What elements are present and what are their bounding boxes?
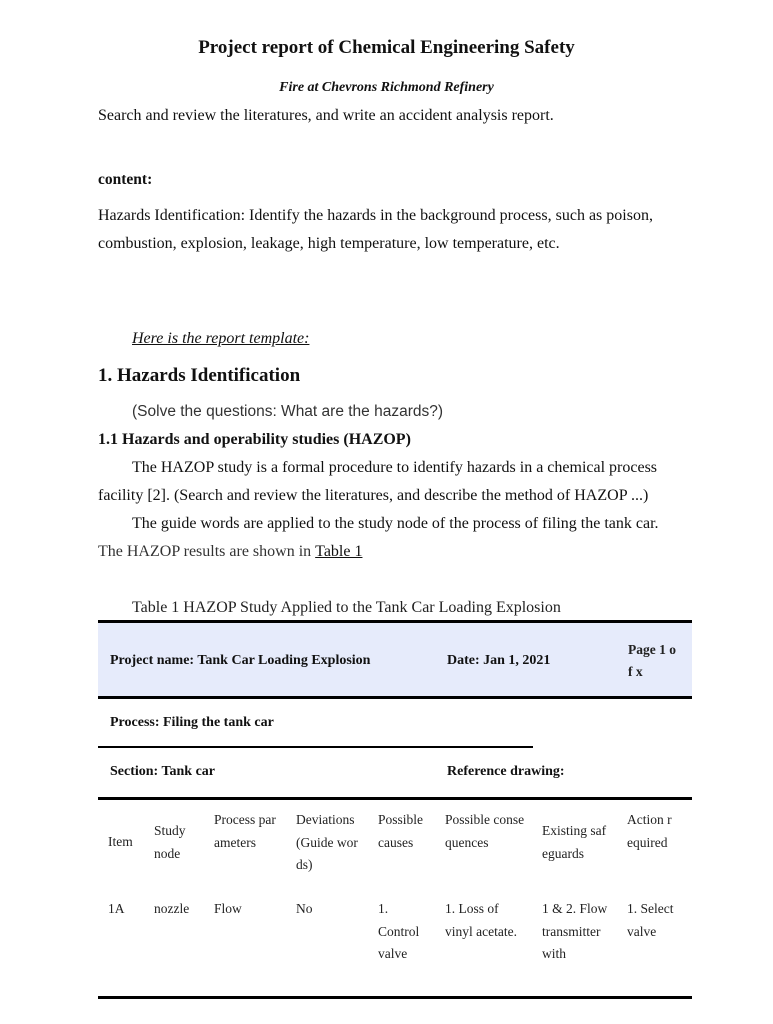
- cell-deviation: No: [296, 901, 313, 916]
- template-note: Here is the report template:: [132, 330, 310, 347]
- table-header-rule: [98, 696, 692, 699]
- section-1-1-heading: 1.1 Hazards and operability studies (HAZOP): [98, 431, 411, 448]
- cell-item: 1A: [108, 901, 125, 916]
- hazards-line-2: combustion, explosion, leakage, high temperature, low temperature, etc.: [98, 235, 560, 252]
- table-top-rule: [98, 620, 692, 623]
- table-section-rule: [98, 797, 692, 800]
- column-header-deviations: Deviations (Guide words): [296, 812, 358, 872]
- column-header-study-node: Study node: [154, 823, 186, 861]
- cell-possible-consequences: 1. Loss of vinyl acetate.: [445, 901, 517, 939]
- project-date: Date: Jan 1, 2021: [447, 653, 551, 668]
- column-header-process-parameters: Process parameters: [214, 812, 276, 850]
- table-bottom-rule: [98, 996, 692, 999]
- column-header-existing-safeguards: Existing safeguards: [542, 823, 607, 861]
- para-2-prefix: The HAZOP results are shown in: [98, 543, 316, 560]
- hazards-line-1: Hazards Identification: Identify the hazards in the background process, such as poison,: [98, 207, 653, 224]
- cell-action-required: 1. Select valve: [627, 901, 674, 939]
- intro-text: Search and review the literatures, and write an accident analysis report.: [98, 107, 554, 124]
- section-label: Section: Tank car: [110, 764, 216, 779]
- table-process-rule: [98, 746, 533, 748]
- document-subtitle: Fire at Chevrons Richmond Refinery: [279, 80, 494, 95]
- cell-process-parameter: Flow: [214, 901, 242, 916]
- cell-study-node: nozzle: [154, 901, 190, 916]
- section-1-note: (Solve the questions: What are the hazards?): [132, 403, 444, 420]
- para-2-line-2: [98, 543, 362, 561]
- column-header-item: Item: [108, 834, 133, 849]
- reference-drawing-label: Reference drawing:: [447, 764, 565, 779]
- column-header-possible-consequences: Possible consequences: [445, 812, 525, 850]
- process-label: Process: Filing the tank car: [110, 715, 274, 730]
- para-1-line-2: facility [2]. (Search and review the literatures, and describe the method of HAZOP ...): [98, 487, 649, 504]
- para-1-line-1: The HAZOP study is a formal procedure to identify hazards in a chemical process: [132, 459, 658, 476]
- column-header-action-required: Action required: [627, 812, 672, 850]
- document-title: Project report of Chemical Engineering Safety: [198, 37, 575, 58]
- section-1-heading: 1. Hazards Identification: [98, 365, 301, 386]
- cell-existing-safeguards: 1 & 2. Flow transmitter with: [542, 901, 608, 961]
- table-1-link[interactable]: Table 1: [315, 543, 363, 560]
- content-label: content:: [98, 171, 153, 188]
- column-header-possible-causes: Possible causes: [378, 812, 424, 850]
- cell-possible-causes: 1. Control valve: [378, 901, 420, 961]
- table-caption: Table 1 HAZOP Study Applied to the Tank Car Loading Explosion: [132, 599, 561, 616]
- page-number: Page 1 of x: [628, 642, 676, 679]
- project-name: Project name: Tank Car Loading Explosion: [110, 653, 371, 668]
- para-2-line-1: The guide words are applied to the study node of the process of filing the tank car.: [132, 515, 659, 532]
